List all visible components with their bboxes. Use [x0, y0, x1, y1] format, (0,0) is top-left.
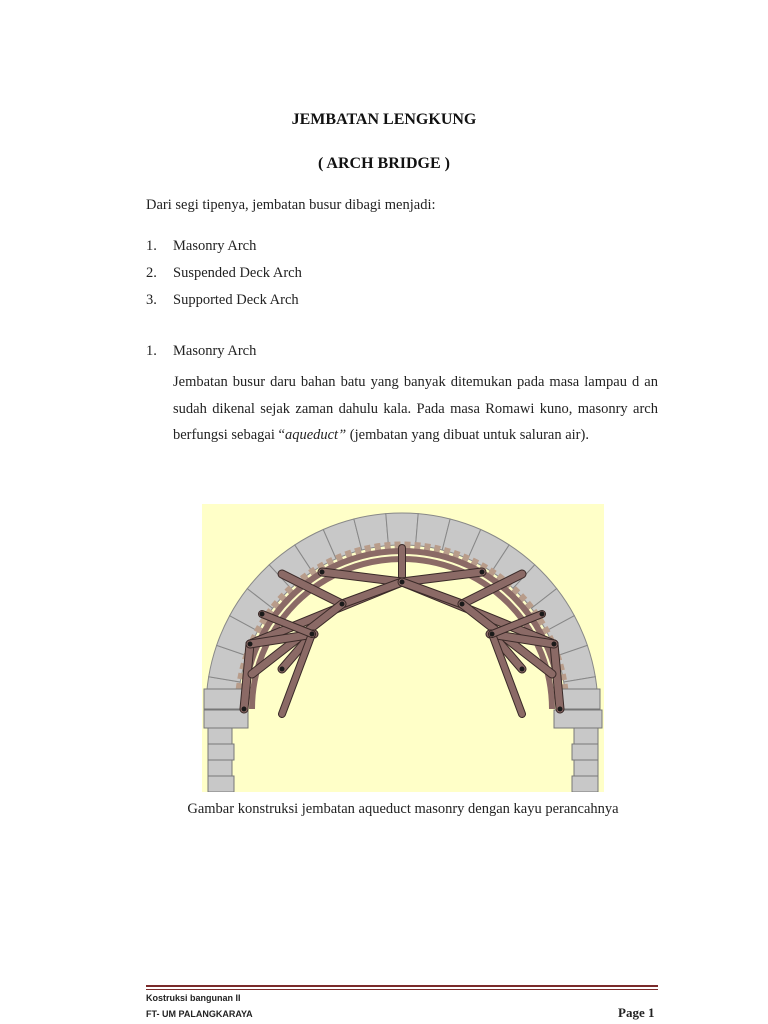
bolt-dot — [242, 707, 247, 712]
footer-course: Kostruksi bangunan II — [146, 993, 241, 1003]
types-list — [146, 236, 302, 317]
bolt-dot — [400, 580, 405, 585]
bolt-dot — [310, 632, 315, 637]
voussoir-stone — [386, 513, 418, 546]
page-title: JEMBATAN LENGKUNG — [291, 111, 477, 128]
section-paragraph: Jembatan busur daru bahan batu yang banyak ditemukan pada masa lampau d an sudah dikenal sejak zaman dahulu kala. Pada masa Romawi kuno, masonry arch berfungsi sebagai “aqueduct” (jembatan yang dibuat untuk saluran air). — [173, 374, 658, 443]
section-heading: 1. Masonry Arch — [146, 343, 257, 359]
list-item: 3. Supported Deck Arch — [146, 292, 299, 308]
pier-block — [574, 728, 598, 744]
page-subtitle: ( ARCH BRIDGE ) — [317, 155, 450, 172]
pier-block — [572, 744, 598, 760]
bolt-dot — [480, 570, 485, 575]
arch-bridge-figure — [202, 504, 604, 792]
footer-rule — [146, 985, 658, 987]
footer-rule-thin — [146, 989, 658, 990]
bolt-dot — [552, 642, 557, 647]
figure-caption: Gambar konstruksi jembatan aqueduct masonry dengan kayu perancahnya — [187, 801, 619, 817]
bolt-dot — [340, 602, 345, 607]
bolt-dot — [320, 570, 325, 575]
bolt-dot — [460, 602, 465, 607]
bolt-dot — [248, 642, 253, 647]
footer-institution: FT- UM PALANGKARAYA — [146, 1009, 253, 1019]
intro-text: Dari segi tipenya, jembatan busur dibagi menjadi: — [146, 197, 436, 213]
bolt-dot — [520, 667, 525, 672]
pier-block — [204, 710, 248, 728]
bolt-dot — [280, 667, 285, 672]
pier-block — [574, 760, 598, 776]
bolt-dot — [260, 612, 265, 617]
list-item: 2. Suspended Deck Arch — [146, 265, 302, 281]
pier-block — [208, 760, 232, 776]
pier-block — [204, 689, 244, 709]
bolt-dot — [540, 612, 545, 617]
pier-block — [208, 776, 234, 792]
pier-block — [572, 776, 598, 792]
bolt-dot — [558, 707, 563, 712]
bolt-dot — [490, 632, 495, 637]
pier-block — [558, 689, 600, 709]
page-number: Page 1 — [618, 1005, 655, 1020]
list-item: 1. Masonry Arch — [146, 238, 257, 254]
pier-block — [208, 728, 232, 744]
pier-block — [208, 744, 234, 760]
